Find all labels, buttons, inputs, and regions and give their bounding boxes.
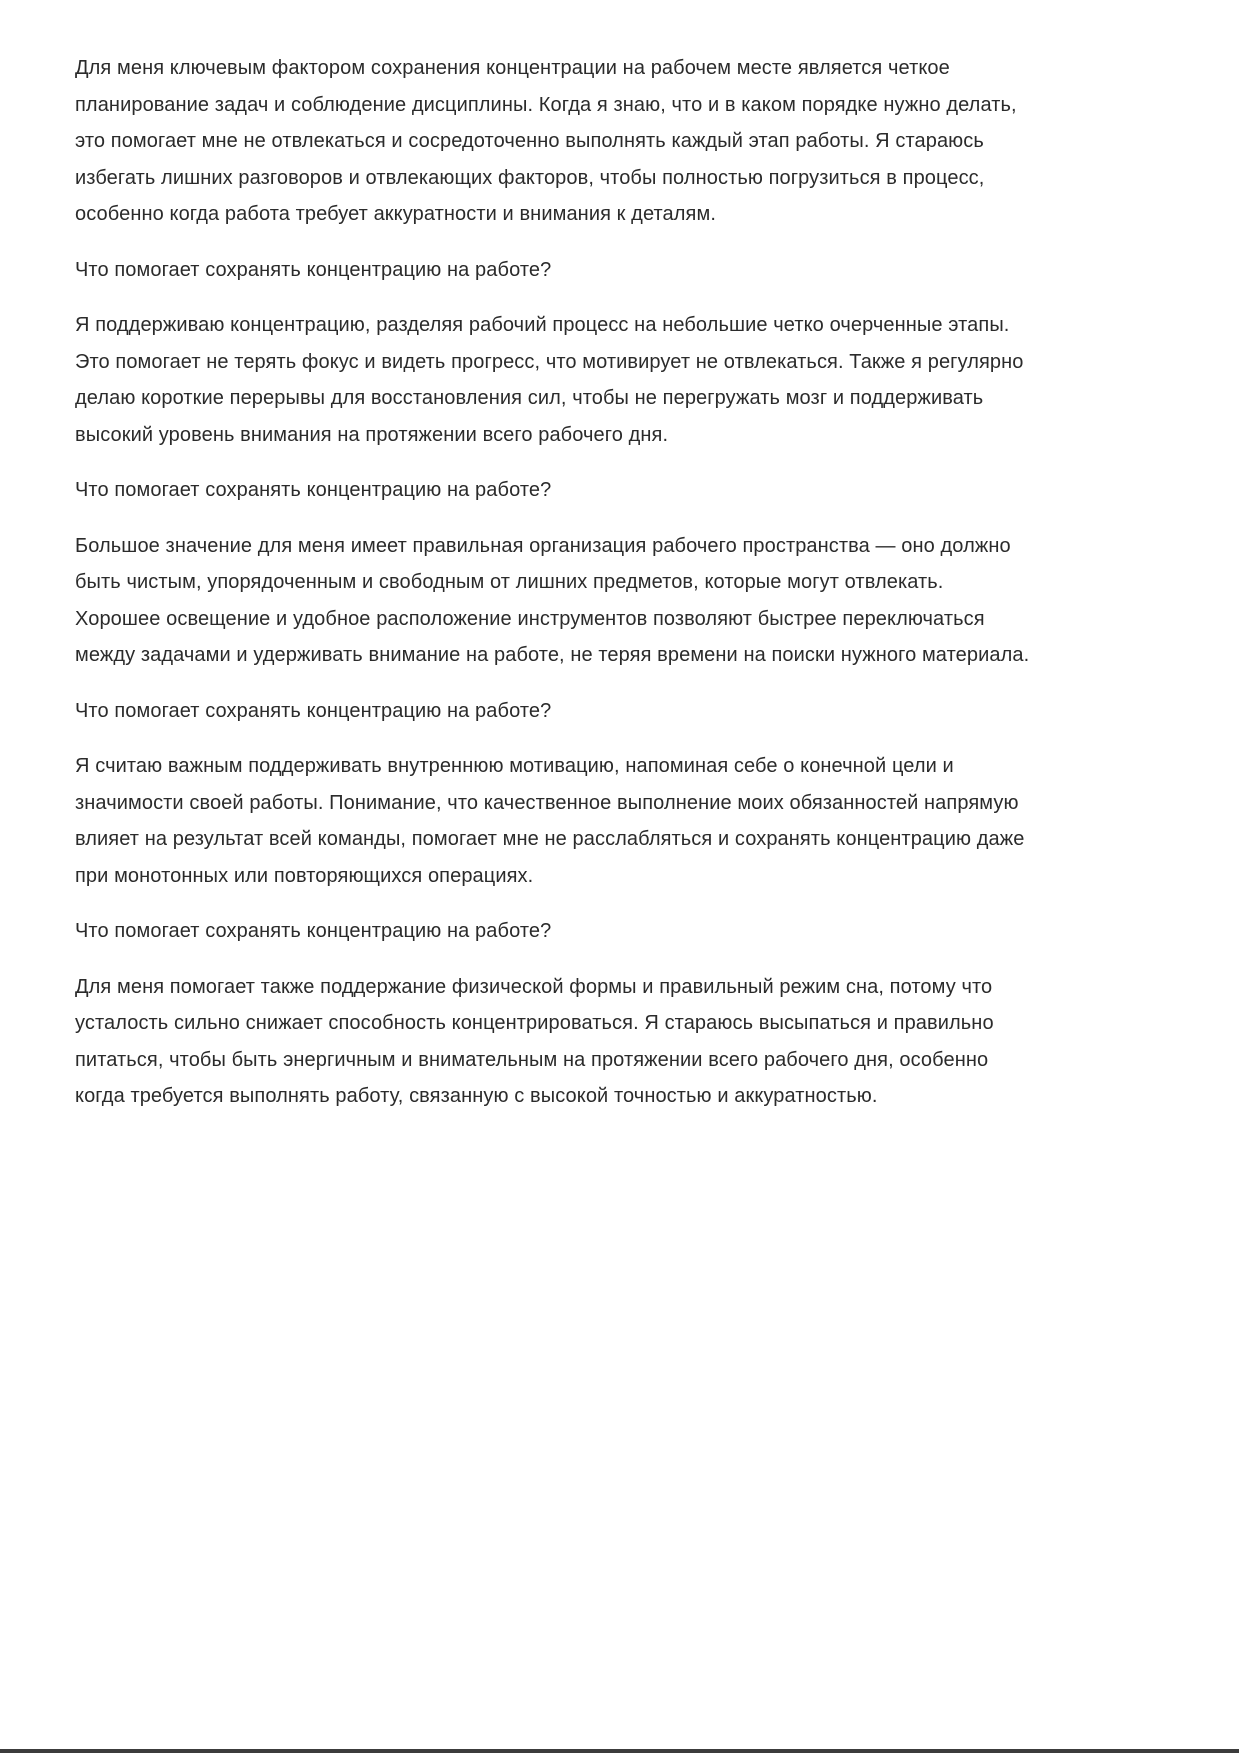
question-line: Что помогает сохранять концентрацию на работе? (75, 920, 552, 942)
paragraph: Я поддерживаю концентрацию, разделяя рабочий процесс на небольшие четко очерченные этапы. Это помогает не терять фокус и видеть прогресс, что мотивирует не отвлекаться. Также я регулярно делаю короткие перерывы для восстановления сил, чтобы не перегружать мозг и поддерживать высокий уровень внимания на протяжении всего рабочего дня. (75, 314, 1024, 446)
bottom-border (0, 1749, 1239, 1753)
paragraph: Я считаю важным поддерживать внутреннюю мотивацию, напоминая себе о конечной цели и значимости своей работы. Понимание, что качественное выполнение моих обязанностей напрямую влияет на результат всей команды, помогает мне не расслабляться и сохранять концентрацию даже при монотонных или повторяющихся операциях. (75, 755, 1025, 887)
paragraph: Для меня ключевым фактором сохранения концентрации на рабочем месте является четкое планирование задач и соблюдение дисциплины. Когда я знаю, что и в каком порядке нужно делать, это помогает мне не отвлекаться и сосредоточенно выполнять каждый этап работы. Я стараюсь избегать лишних разговоров и отвлекающих факторов, чтобы полностью погрузиться в процесс, особенно когда работа требует аккуратности и внимания к деталям. (75, 57, 1017, 225)
paragraph: Для меня помогает также поддержание физической формы и правильный режим сна, потому что усталость сильно снижает способность концентрироваться. Я стараюсь высыпаться и правильно питаться, чтобы быть энергичным и внимательным на протяжении всего рабочего дня, особенно когда требуется выполнять работу, связанную с высокой точностью и аккуратностью. (75, 975, 994, 1107)
paragraph: Большое значение для меня имеет правильная организация рабочего пространства — оно должно быть чистым, упорядоченным и свободным от лишних предметов, которые могут отвлекать. Хорошее освещение и удобное расположение инструментов позволяют быстрее переключаться между задачами и удерживать внимание на работе, не теряя времени на поиски нужного материала. (75, 534, 1030, 666)
question-line: Что помогает сохранять концентрацию на работе? (75, 258, 552, 281)
question-line: Что помогает сохранять концентрацию на работе? (75, 699, 552, 722)
question-line: Что помогает сохранять концентрацию на работе? (75, 479, 552, 501)
